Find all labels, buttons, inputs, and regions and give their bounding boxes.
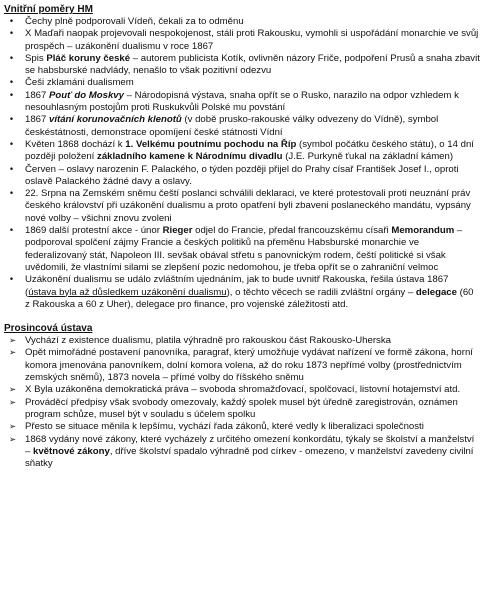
- item-text: ), o těchto věcech se radili zvláštní orgány –: [226, 286, 416, 298]
- emphasis-text: Rieger: [162, 225, 193, 237]
- item-text: 1869 další protestní akce - únor: [25, 225, 163, 237]
- bullet-marker-icon: •: [9, 78, 15, 89]
- list-item: [4, 188, 480, 225]
- item-text: (J.E. Purkyně ťukal na základní kámen): [282, 151, 454, 163]
- list-item: [4, 28, 480, 53]
- item-text: 1867: [25, 89, 50, 101]
- list-item: [4, 139, 480, 164]
- arrow-marker-icon: ➢: [9, 434, 17, 445]
- item-text: (v době prusko-rakouské války odvezeny do Vídně), symbol českéstátnosti, demonstrace opomíjení české státnosti Vídní: [25, 114, 439, 138]
- item-text: – autorem publicista Kotík, ovlivněn názory Friče, podpoření Prusů a snaha zbavit se habsburské nadvlády, nenašlo to však pozitivní odezvu: [25, 52, 480, 77]
- list-item: [4, 225, 480, 274]
- item-text: (60 z Rakouska a 60 z Uher), delegace pro finance, pro vojenské záležitosti atd.: [25, 286, 474, 310]
- arrow-list-prosincova-ustava: [4, 335, 480, 470]
- arrow-marker-icon: ➢: [9, 348, 17, 359]
- bullet-marker-icon: •: [9, 139, 15, 150]
- emphasis-text: základního kamene k Národnímu divadlu: [97, 151, 283, 163]
- arrow-marker-icon: ➢: [9, 385, 17, 396]
- item-text: X Byla uzákoněna demokratická práva – svoboda shromažďovací, spolčovací, listovní hotajemství atd.: [25, 384, 461, 396]
- item-text: Opět mimořádné postavení panovníka, paragraf, který umožňuje vydávat nařízení ve formě zákona, horní komora jmenována panovníkem, dolní komora volena, až do roku 1873 nepřímé volby (prostřednictvím zemských sněmů), 1873 novela – přímé volby do říšského sněmu: [25, 347, 473, 384]
- bullet-marker-icon: •: [9, 189, 15, 200]
- list-item: [4, 53, 480, 78]
- section-title-prosincova-ustava: Prosincová ústava: [4, 323, 93, 335]
- list-item: [4, 90, 480, 115]
- emphasis-text: 1. Velkému poutnímu pochodu na Říp: [125, 138, 297, 150]
- item-text: Češi zklamáni dualismem: [25, 77, 134, 89]
- section-title-vnitrni-pomery: Vnitřní poměry HM: [4, 4, 93, 15]
- item-text: Přesto se situace měnila k lepšímu, vychází řada zákonů, které vedly k liberalizaci společnosti: [25, 421, 424, 433]
- list-item: [4, 335, 480, 347]
- item-text: Čechy plně podporovali Vídeň, čekali za to odměnu: [25, 16, 244, 27]
- item-text: odjel do Francie, předal francouzskému císaři: [192, 225, 392, 237]
- bullet-marker-icon: •: [9, 90, 15, 101]
- item-text: 22. Srpna na Zemském sněmu čeští poslanci schválili deklaraci, ve které protestovali proti neuznání práv českého království při uzákonění dualismu a proto opatření byli zbaveni poslaneckého mandátu, vypsány nové volby – všichni znovu zvoleni: [25, 188, 471, 224]
- item-text: Prováděcí předpisy však svobody omezovaly, každý spolek musel být úředně zaregistrován, oznámen program schůze, musel být v souladu s účelem spolku: [25, 396, 458, 420]
- bullet-marker-icon: •: [9, 53, 15, 64]
- bullet-marker-icon: •: [9, 29, 15, 40]
- bullet-marker-icon: •: [9, 164, 15, 175]
- list-item: [4, 274, 480, 311]
- bullet-marker-icon: •: [9, 226, 15, 237]
- emphasis-text: vítání korunovačních klenotů: [49, 114, 182, 126]
- list-item: [4, 16, 480, 28]
- emphasis-text: Pouť do Moskvy: [49, 89, 124, 101]
- emphasis-text: delegace: [415, 286, 457, 298]
- item-text: 1868 vydány nové zákony, které vycházely z určitého omezení konkordátu, týkaly se školství a manželství –: [25, 433, 475, 457]
- item-text: – Národopisná výstava, snaha opřít se o Rusko, narazilo na odpor vzhledem k nesouhlasným postojům proti Ruskukvůli Polské mu povstání: [25, 89, 459, 114]
- item-text: 1867: [25, 114, 50, 126]
- list-item: [4, 421, 480, 433]
- arrow-marker-icon: ➢: [9, 397, 17, 408]
- list-item: [4, 434, 480, 471]
- list-item: [4, 397, 480, 422]
- item-text: Červen – oslavy narozenin F. Palackého, o týden později přijel do Prahy císař František Josef I., oproti oslavě Palackého žádné davy a oslavy.: [25, 163, 459, 187]
- emphasis-text: květnové zákony: [33, 445, 110, 457]
- list-item: [4, 347, 480, 384]
- item-text: Spis: [25, 52, 47, 64]
- bullet-marker-icon: •: [9, 115, 15, 126]
- arrow-marker-icon: ➢: [9, 336, 17, 347]
- item-text: Květen 1868 dochází k: [25, 138, 126, 150]
- list-item: [4, 164, 480, 189]
- item-text: (symbol počátku českého státu), o 14 dní později položení: [25, 138, 474, 163]
- item-text: Uzákonění dualismu se událo zvláštním ujednáním, jak to bude uvnitř Rakouska, řešila ústava 1867 (: [25, 274, 449, 298]
- list-item: [4, 384, 480, 396]
- item-text: , dříve školství spadalo výhradně pod církev - omezeno, v manželství zavedeny civilní sňatky: [25, 445, 474, 470]
- emphasis-wrapper: [49, 90, 124, 101]
- emphasis-text: Pláč koruny české: [46, 52, 131, 64]
- emphasis-wrapper: [49, 114, 182, 125]
- item-text: Vychází z existence dualismu, platila výhradně pro rakouskou část Rakousko-Uherska: [25, 335, 391, 347]
- item-text: – podporoval spolčení zájmy Francie a českých politiků na přeměnu Habsburské monarchie ve federalizovaný stát, Napoleon III. sevšak obával střetu s panovnickým rodem, čeští politické si však uvědomili, že vlastními silami se zlepšení pozic nedomohou, je třeba opřít se o zahraniční velmoc: [25, 225, 463, 273]
- bullet-list-vnitrni-pomery: [4, 16, 480, 311]
- list-item: [4, 77, 480, 89]
- bullet-marker-icon: •: [9, 275, 15, 286]
- arrow-marker-icon: ➢: [9, 422, 17, 433]
- item-text: X Maďaři naopak projevovali nespokojenost, stáli proti Rakousku, vymohli si uspořádání monarchie ve svůj prospěch – uzákonění dualismu v roce 1867: [25, 28, 479, 52]
- emphasis-text: ústava byla až důsledkem uzákonění dualismu: [28, 286, 227, 298]
- list-item: [4, 114, 480, 139]
- emphasis-text: Memorandum: [391, 225, 455, 237]
- bullet-marker-icon: •: [9, 17, 15, 27]
